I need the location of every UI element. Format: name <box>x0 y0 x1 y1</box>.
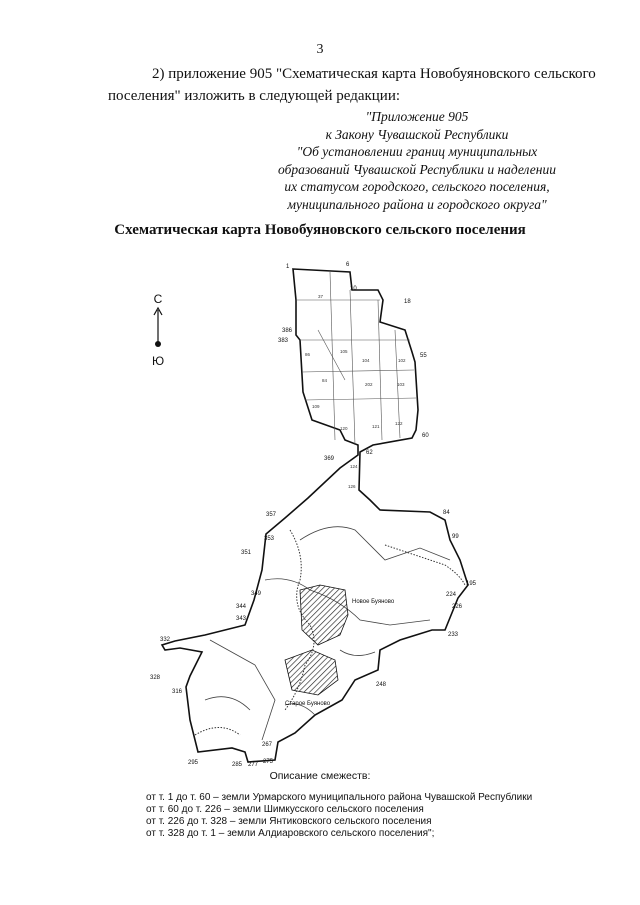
compass-south-label: Ю <box>151 354 165 368</box>
plot-label: 105 <box>340 349 348 354</box>
point-label: 332 <box>160 637 171 643</box>
compass-north-label: С <box>153 292 163 306</box>
plot-label: 37 <box>318 294 324 299</box>
point-label: 55 <box>420 353 427 359</box>
point-label: 60 <box>422 433 429 439</box>
point-label: 248 <box>376 682 387 688</box>
description-line: от т. 1 до т. 60 – земли Урмарского муниципального района Чувашской Республики <box>146 792 533 803</box>
point-label: 62 <box>366 450 373 456</box>
description-list <box>146 792 532 840</box>
point-label: 267 <box>262 742 273 748</box>
point-label: 349 <box>251 591 262 597</box>
plot-label: 109 <box>312 404 320 409</box>
appendix-line-5: их статусом городского, сельского поселения, <box>284 179 550 194</box>
description-line: от т. 60 до т. 226 – земли Шимкусского сельского поселения <box>146 804 424 815</box>
appendix-line-4: образований Чувашской Республики и наделении <box>278 161 556 177</box>
point-label: 10 <box>350 286 357 292</box>
description-line: от т. 328 до т. 1 – земли Алдиаровского сельского поселения"; <box>146 828 435 839</box>
point-label: 328 <box>150 675 161 681</box>
point-label: 383 <box>278 338 289 344</box>
point-label: 84 <box>443 510 450 516</box>
settlement-label-staroe: Старое Буяново <box>285 701 331 707</box>
point-label: 99 <box>452 534 459 540</box>
point-label: 369 <box>324 456 335 462</box>
plot-label: 86 <box>305 352 311 357</box>
point-label: 357 <box>266 512 277 518</box>
plot-label: 122 <box>395 421 403 426</box>
intro-line-2: поселения" изложить в следующей редакции: <box>108 88 401 104</box>
plot-label: 103 <box>397 382 405 387</box>
appendix-line-2: к Закону Чувашской Республики <box>325 126 509 142</box>
point-label: 295 <box>188 760 199 766</box>
plot-label: 121 <box>372 424 380 429</box>
appendix-line-6: муниципального района и городского округа" <box>287 196 547 212</box>
settlement-label-novoe: Новое Буяново <box>352 599 395 605</box>
point-label: 277 <box>248 762 259 768</box>
plot-label: 84 <box>322 378 328 383</box>
point-label: 18 <box>404 299 411 305</box>
point-label: 285 <box>232 762 243 768</box>
point-label: 351 <box>241 550 252 556</box>
plot-label: 120 <box>340 426 348 431</box>
plot-label: 124 <box>350 464 358 469</box>
point-label: 226 <box>452 604 463 610</box>
point-label: 343 <box>236 616 247 622</box>
page-number: 3 <box>316 42 324 57</box>
point-label: 316 <box>172 689 183 695</box>
description-line: от т. 226 до т. 328 – земли Янтиковского сельского поселения <box>146 816 432 827</box>
intro-line-1: 2) приложение 905 "Схематическая карта Новобуяновского сельского <box>152 66 596 82</box>
settlement-area-staroe-buyanovo <box>285 650 338 695</box>
settlement-area-novoe-buyanovo <box>300 585 348 645</box>
point-label: 1 <box>286 264 290 270</box>
plot-label: 104 <box>362 358 370 363</box>
appendix-line-3: "Об установлении границ муниципальных <box>296 144 538 159</box>
point-label: 344 <box>236 604 247 610</box>
map-title: Схематическая карта Новобуяновского сельского поселения <box>114 222 526 238</box>
point-label: 6 <box>346 262 350 268</box>
plot-label: 102 <box>398 358 406 363</box>
plot-numbers <box>305 294 406 489</box>
appendix-line-1: "Приложение 905 <box>365 109 469 124</box>
point-label: 353 <box>264 536 275 542</box>
point-label: 386 <box>282 328 293 334</box>
point-label: 224 <box>446 592 457 598</box>
plot-label: 126 <box>348 484 356 489</box>
point-label: 195 <box>466 581 477 587</box>
description-title: Описание смежеств: <box>269 770 371 782</box>
plot-label: 202 <box>365 382 373 387</box>
point-label: 275 <box>263 759 274 765</box>
point-label: 233 <box>448 632 459 638</box>
